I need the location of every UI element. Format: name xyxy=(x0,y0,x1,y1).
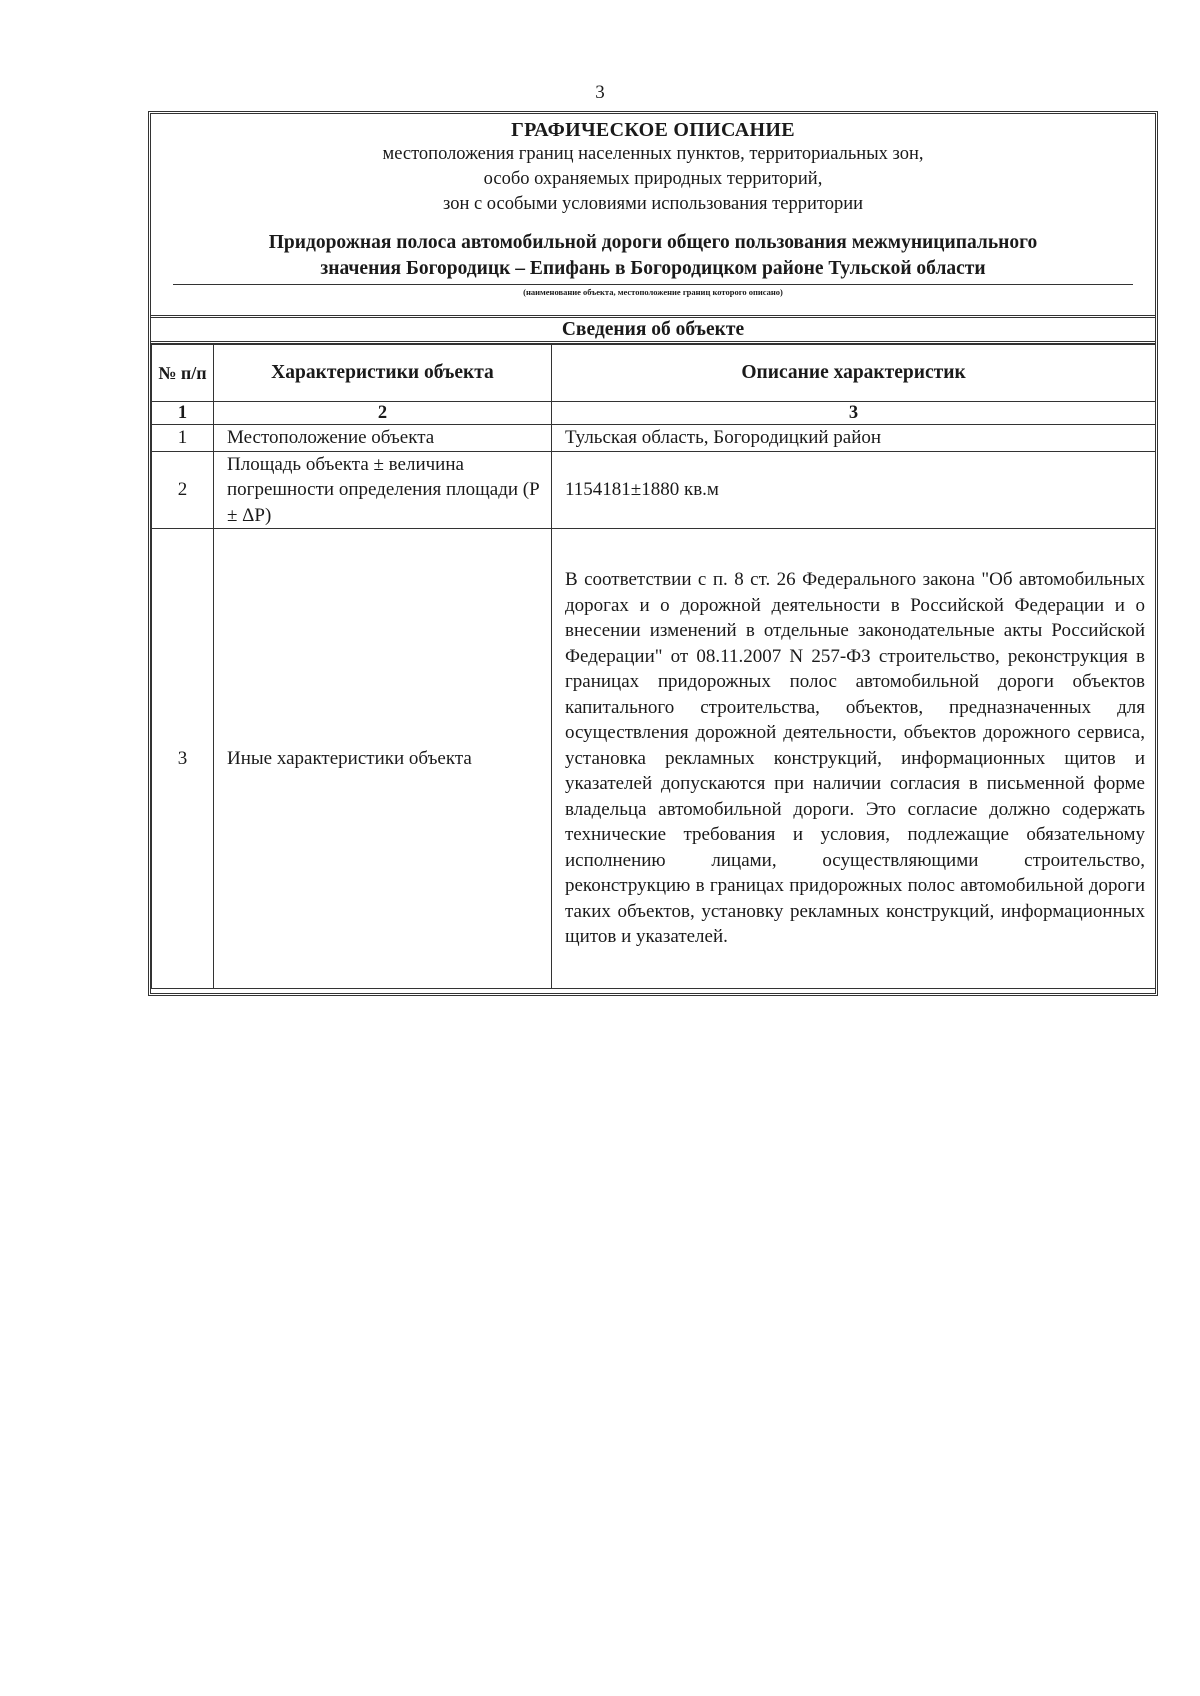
table-row xyxy=(152,451,1156,529)
row-number: 1 xyxy=(152,425,214,452)
subtitle-line-3: зон с особыми условиями использования территории xyxy=(443,194,863,214)
object-name-line-2: значения Богородицк – Епифань в Богородицком районе Тульской области xyxy=(320,258,986,279)
subtitle-line-2: особо охраняемых природных территорий, xyxy=(483,169,823,189)
table-row xyxy=(152,529,1156,989)
document-title: ГРАФИЧЕСКОЕ ОПИСАНИЕ xyxy=(511,119,795,141)
row-description: 1154181±1880 кв.м xyxy=(552,451,1156,529)
row-description: Тульская область, Богородицкий район xyxy=(552,425,1156,452)
subtitle-line-1: местоположения границ населенных пунктов, территориальных зон, xyxy=(382,144,924,164)
column-number-3: 3 xyxy=(552,402,1156,425)
object-info-table xyxy=(151,344,1156,989)
object-name-underline xyxy=(173,284,1133,285)
row-characteristic: Площадь объекта ± величина погрешности определения площади (P ± ΔP) xyxy=(214,451,552,529)
section-title: Сведения об объекте xyxy=(151,315,1155,344)
row-characteristic: Иные характеристики объекта xyxy=(214,529,552,989)
document-frame xyxy=(148,111,1158,996)
row-characteristic: Местоположение объекта xyxy=(214,425,552,452)
column-number-row xyxy=(152,402,1156,425)
column-number-1: 1 xyxy=(152,402,214,425)
object-name-caption: (наименование объекта, местоположение границ которого описано) xyxy=(523,287,783,297)
column-number-2: 2 xyxy=(214,402,552,425)
object-name xyxy=(151,230,1155,282)
table-header-row xyxy=(152,345,1156,402)
document-header xyxy=(151,114,1155,314)
table-row xyxy=(152,425,1156,452)
column-header-characteristic: Характеристики объекта xyxy=(214,345,552,402)
page-number: 3 xyxy=(595,82,605,103)
column-header-number: № п/п xyxy=(152,345,214,402)
column-header-description: Описание характеристик xyxy=(552,345,1156,402)
row-number: 3 xyxy=(152,529,214,989)
object-name-line-1: Придорожная полоса автомобильной дороги общего пользования межмуниципального xyxy=(268,232,1038,253)
row-number: 2 xyxy=(152,451,214,529)
row-description: В соответствии с п. 8 ст. 26 Федерального закона "Об автомобильных дорогах и о дорожной деятельности в Российской Федерации и о внесении изменений в отдельные законодательные акты Российской Федерации" от 08.11.2007 N 257-ФЗ строительство, реконструкция в границах придорожных полос автомобильной дороги объектов капитального строительства, объектов, предназначенных для осуществления дорожной деятельности, объектов дорожного сервиса, установка рекламных конструкций, информационных щитов и указателей допускаются при наличии согласия в письменной форме владельца автомобильной дороги. Это согласие должно содержать технические требования и условия, подлежащие обязательному исполнению лицами, осуществляющими строительство, реконструкцию в границах придорожных полос автомобильной дороги таких объектов, установку рекламных конструкций, информационных щитов и указателей. xyxy=(552,529,1156,989)
